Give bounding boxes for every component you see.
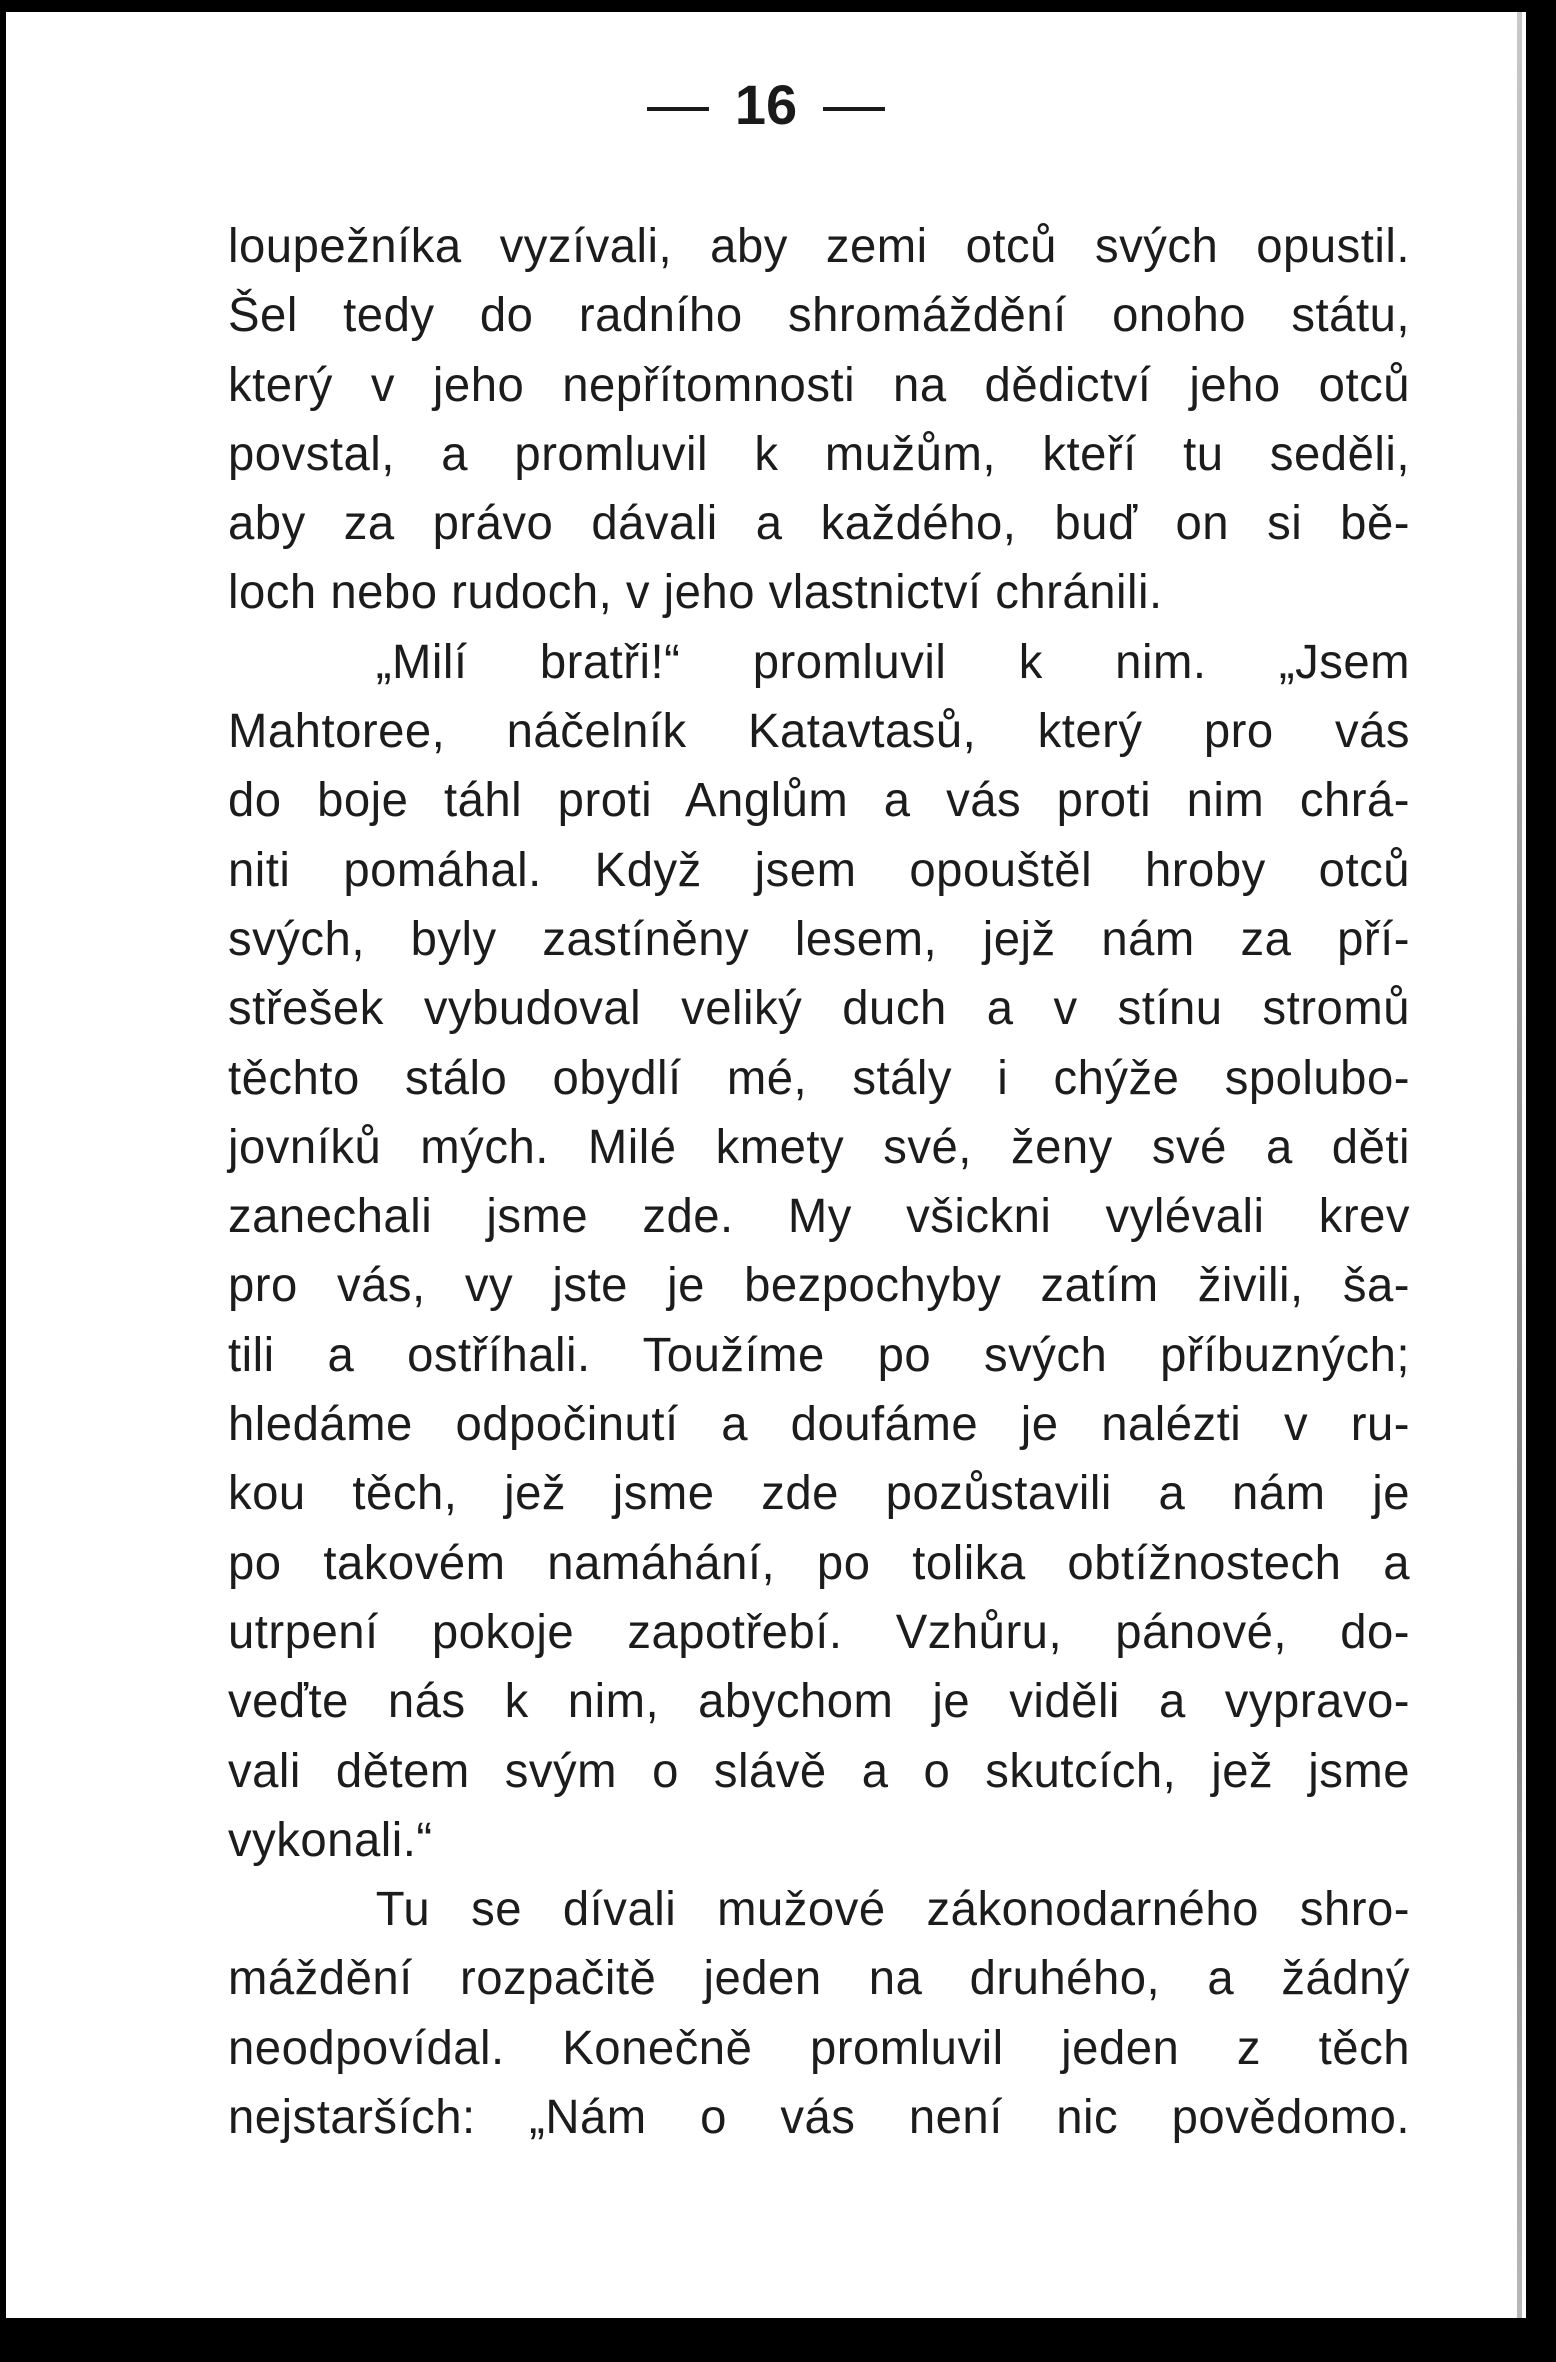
text-line: veďte nás k nim, abychom je viděli a vypravo- bbox=[228, 1675, 1410, 1729]
book-page bbox=[6, 12, 1526, 2318]
page-number-header bbox=[6, 72, 1526, 137]
text-line: Šel tedy do radního shromáždění onoho státu, bbox=[228, 289, 1410, 343]
text-line: Mahtoree, náčelník Katavtasů, který pro vás bbox=[228, 705, 1410, 759]
text-line: „Milí bratři!“ promluvil k nim. „Jsem bbox=[375, 635, 1410, 689]
text-line: jovníků mých. Milé kmety své, ženy své a děti bbox=[228, 1120, 1410, 1174]
text-line: kou těch, jež jsme zde pozůstavili a nám je bbox=[228, 1467, 1410, 1521]
body-text bbox=[228, 212, 1428, 2152]
text-line: těchto stálo obydlí mé, stály i chýže spolubo- bbox=[228, 1051, 1410, 1105]
page-edge-shadow bbox=[1517, 12, 1522, 2318]
text-line: do boje táhl proti Anglům a vás proti nim chrá- bbox=[228, 774, 1410, 828]
text-line: aby za právo dávali a každého, buď on si bě- bbox=[228, 497, 1410, 551]
text-line: zanechali jsme zde. My všickni vylévali krev bbox=[228, 1190, 1410, 1244]
text-line: utrpení pokoje zapotřebí. Vzhůru, pánové, do- bbox=[228, 1605, 1410, 1659]
text-line: po takovém namáhání, po tolika obtížnostech a bbox=[228, 1536, 1410, 1590]
text-line: máždění rozpačitě jeden na druhého, a žádný bbox=[228, 1952, 1410, 2006]
text-line: nejstarších: „Nám o vás není nic povědomo. bbox=[228, 2091, 1410, 2145]
text-line: který v jeho nepřítomnosti na dědictví jeho otců bbox=[228, 358, 1410, 412]
dash-left bbox=[647, 107, 709, 111]
text-line: povstal, a promluvil k mužům, kteří tu seděli, bbox=[228, 427, 1410, 481]
page-number: 16 bbox=[734, 73, 798, 136]
text-line: loch nebo rudoch, v jeho vlastnictví chránili. bbox=[228, 566, 1163, 620]
text-line: vali dětem svým o slávě a o skutcích, jež jsme bbox=[228, 1744, 1410, 1798]
text-line: svých, byly zastíněny lesem, jejž nám za pří- bbox=[228, 912, 1410, 966]
text-line: hledáme odpočinutí a doufáme je nalézti v ru- bbox=[228, 1398, 1410, 1452]
text-line: Tu se dívali mužové zákonodarného shro- bbox=[375, 1883, 1410, 1937]
text-line: loupežníka vyzívali, aby zemi otců svých opustil. bbox=[228, 220, 1410, 273]
text-line: niti pomáhal. Když jsem opouštěl hroby otců bbox=[228, 843, 1410, 897]
text-line: neodpovídal. Konečně promluvil jeden z těch bbox=[228, 2021, 1410, 2075]
text-line: tili a ostříhali. Toužíme po svých příbuzných; bbox=[228, 1328, 1410, 1382]
dash-right bbox=[823, 107, 885, 111]
text-line: vykonali.“ bbox=[228, 1813, 433, 1867]
text-line: pro vás, vy jste je bezpochyby zatím živili, ša- bbox=[228, 1259, 1410, 1313]
text-line: střešek vybudoval veliký duch a v stínu stromů bbox=[228, 982, 1410, 1036]
